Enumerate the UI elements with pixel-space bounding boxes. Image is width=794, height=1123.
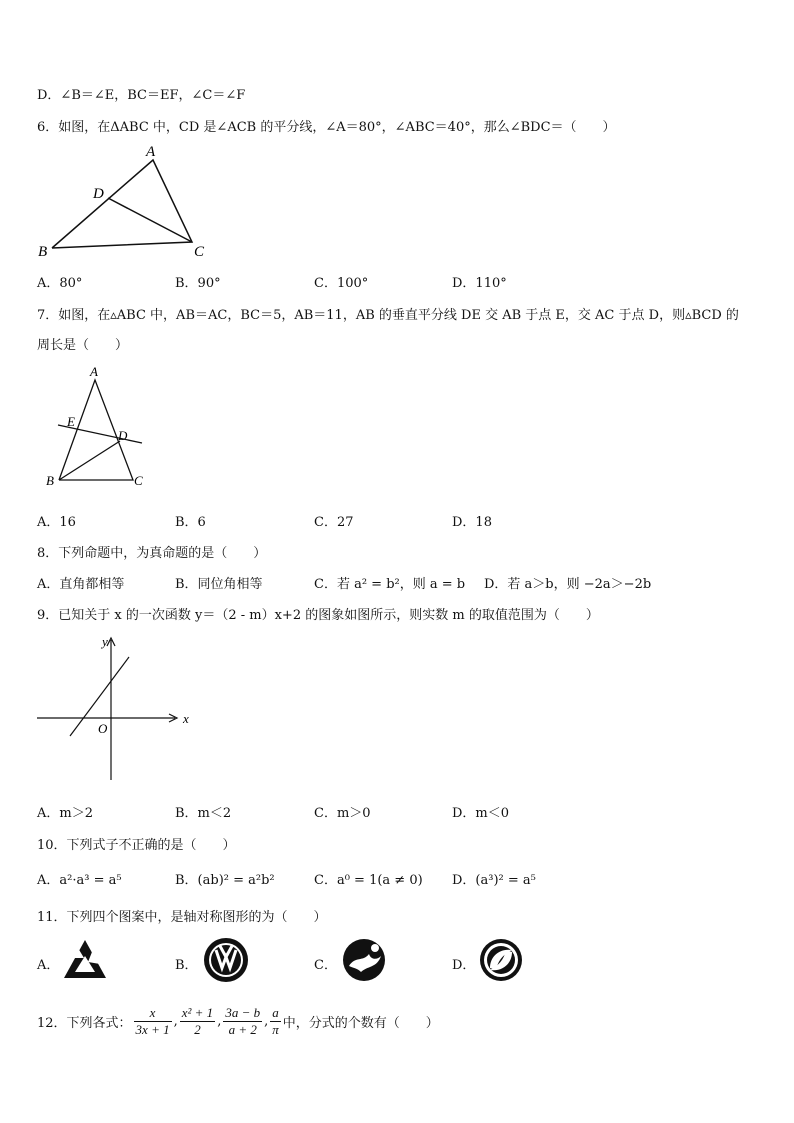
q12-stem: 12．下列各式： $\frac{x}{3x + 1}$ , $\frac{\text{x² + 1}}{2}$ , $\frac{3a - b}{a + 2}$ , $\frac{a}{\pi}$ 中，分式的个数有（ ） <box>37 1005 439 1037</box>
q11-option-a[interactable]: A． <box>37 958 60 973</box>
q6-triangle-figure <box>30 140 220 265</box>
q8-option-d[interactable]: D．若 a＞b，则 −2a＞−2b <box>484 577 652 592</box>
q7-stem-line2: 周长是（ ） <box>37 338 129 353</box>
q9-stem: 9．已知关于 x 的一次函数 y＝（2 - m）x+2 的图象如图所示，则实数 m 的取值范围为（ ） <box>37 608 599 623</box>
q11-stem: 11．下列四个图案中，是轴对称图形的为（ ） <box>37 910 327 925</box>
q8-option-b[interactable]: B．同位角相等 <box>175 577 263 592</box>
q11-option-c[interactable]: C． <box>314 958 337 973</box>
q10-option-c[interactable]: C．a⁰ = 1(a ≠ 0) <box>314 873 423 888</box>
q10-option-a[interactable]: A．a²·a³ = a⁵ <box>37 873 122 888</box>
q7-option-d[interactable]: D．18 <box>452 515 492 530</box>
volkswagen-logo-icon <box>201 937 251 983</box>
q7-label-d: D <box>118 428 128 443</box>
q6-label-c: C <box>194 244 205 260</box>
q12-suffix: 中，分式的个数有（ ） <box>282 1016 439 1031</box>
q6-option-c[interactable]: C．100° <box>314 276 369 291</box>
q10-option-d[interactable]: D．(a³)² = a⁵ <box>452 873 536 888</box>
q12-prefix: 12．下列各式： <box>37 1016 132 1031</box>
q12-fraction-4: $\frac{a}{\pi}$ <box>272 1005 279 1037</box>
q7-stem-line1: 7．如图，在▵ABC 中，AB＝AC，BC＝5，AB＝11，AB 的垂直平分线 DE 交 AB 于点 E，交 AC 于点 D，则▵BCD 的 <box>37 308 739 323</box>
q9-graph-figure <box>35 628 205 788</box>
q8-stem: 8．下列命题中，为真命题的是（ ） <box>37 546 267 561</box>
q9-origin-label: O <box>98 721 108 736</box>
q7-option-b[interactable]: B．6 <box>175 515 206 530</box>
q11-option-b[interactable]: B． <box>175 958 198 973</box>
q10-option-b[interactable]: B．(ab)² = a²b² <box>175 873 275 888</box>
q9-option-d[interactable]: D．m＜0 <box>452 806 510 821</box>
q6-option-a[interactable]: A．80° <box>37 276 83 291</box>
q7-option-a[interactable]: A．16 <box>37 515 76 530</box>
q7-option-c[interactable]: C．27 <box>314 515 354 530</box>
recycle-triangle-icon <box>62 938 108 982</box>
q7-label-b: B <box>46 473 54 488</box>
q10-stem: 10．下列式子不正确的是（ ） <box>37 838 236 853</box>
q9-axis-x-label: x <box>183 711 189 726</box>
q12-fraction-3: $\frac{3a - b}{a + 2}$ <box>225 1005 261 1037</box>
q6-stem: 6．如图，在ΔABC 中，CD 是∠ACB 的平分线，∠A＝80°，∠ABC＝40°，那么∠BDC＝（ ） <box>37 120 616 135</box>
q8-option-c[interactable]: C．若 a² = b²，则 a = b <box>314 577 466 592</box>
q11-option-d[interactable]: D． <box>452 958 476 973</box>
flame-emblem-icon <box>341 938 387 982</box>
q6-option-b[interactable]: B．90° <box>175 276 221 291</box>
q7-label-c: C <box>134 473 143 488</box>
q12-fraction-2: $\frac{\text{x² + 1}}{2}$ <box>181 1005 214 1037</box>
q7-label-e: E <box>67 414 75 429</box>
q9-option-b[interactable]: B．m＜2 <box>175 806 232 821</box>
q9-option-c[interactable]: C．m＞0 <box>314 806 371 821</box>
q5-option-d: D．∠B＝∠E，BC＝EF，∠C＝∠F <box>37 88 246 103</box>
q7-triangle-figure <box>40 362 160 492</box>
q6-label-a: A <box>146 144 156 160</box>
q7-label-a: A <box>90 364 98 379</box>
q6-option-d[interactable]: D．110° <box>452 276 507 291</box>
q9-option-a[interactable]: A．m＞2 <box>37 806 93 821</box>
q6-label-d: D <box>93 186 104 202</box>
q6-label-b: B <box>38 244 48 260</box>
q8-option-a[interactable]: A．直角都相等 <box>37 577 125 592</box>
q9-axis-y-label: y <box>102 634 108 649</box>
dongfeng-logo-icon <box>478 938 524 982</box>
q12-fraction-1: $\frac{x}{3x + 1}$ <box>135 1005 170 1037</box>
